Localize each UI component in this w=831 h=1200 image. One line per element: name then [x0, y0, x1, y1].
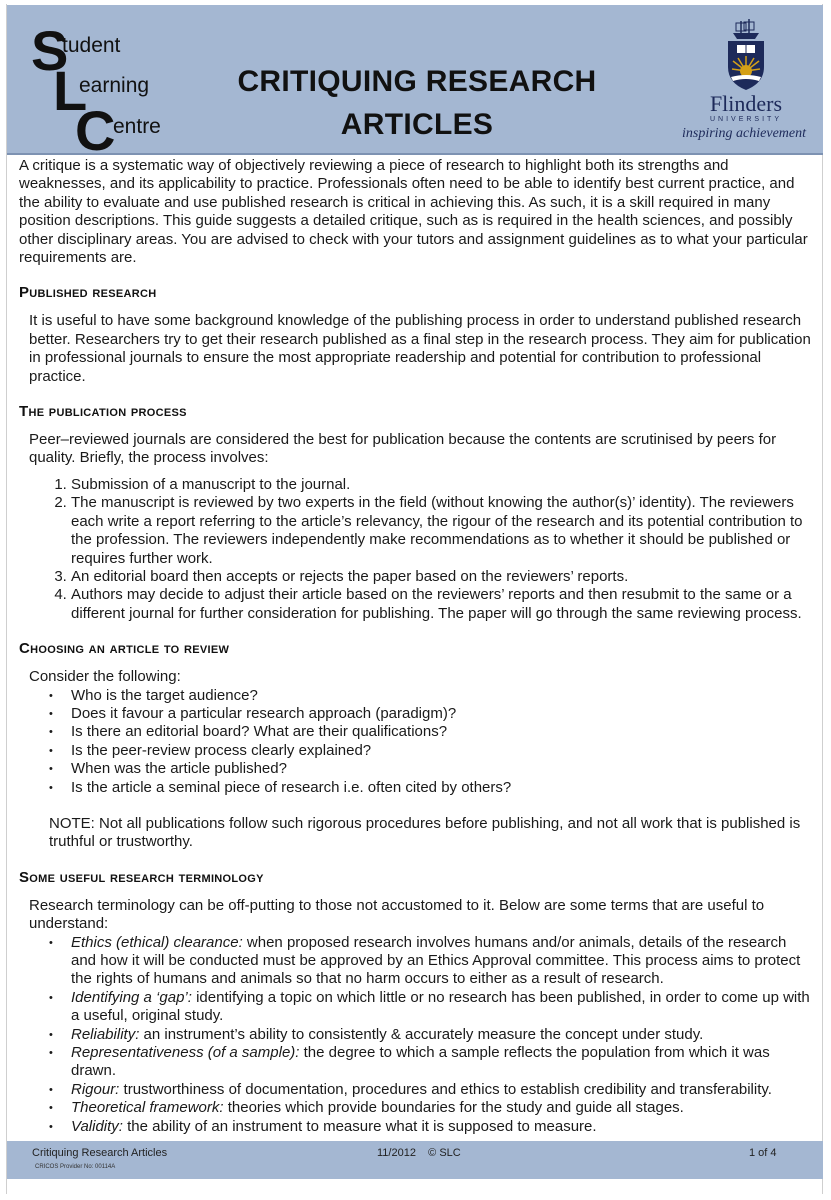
list-item: • Is the peer-review process clearly explained?: [19, 742, 814, 760]
flinders-logo: [683, 19, 809, 149]
section-publication-process: [19, 403, 814, 623]
section-paragraph: Consider the following:: [29, 668, 181, 686]
section-heading: The publication process: [19, 403, 187, 421]
section-paragraph: Research terminology can be off-putting to those not accustomed to it. Below are some terms that are useful to understand:: [29, 896, 765, 933]
slc-logo: [31, 19, 191, 162]
page-title-line-1: CRITIQUING RESEARCH: [237, 65, 597, 98]
terminology-list: [19, 934, 814, 1136]
intro-paragraph: A critique is a systematic way of objectively reviewing a piece of research to highlight both its strengths and weaknesses, and its applicability to practice. Professionals often need to be able to identify best current practice, and the ability to evaluate and use published research is critical in achieving this. As such, it is a skill required in many position descriptions. This guide suggests a detailed critique, such as is required in the health sciences, and possibly other disciplinary areas. You are advised to check with your tutors and assignment guidelines as to what your particular requirements are.: [19, 157, 808, 267]
term: Representativeness (of a sample):: [71, 1044, 300, 1062]
footer-date: 11/2012 © SLC: [377, 1147, 461, 1159]
list-item: [19, 1026, 814, 1044]
term: Rigour:: [71, 1080, 120, 1098]
section-choosing-article: [19, 640, 814, 852]
section-paragraph: Peer–reviewed journals are considered the best for publication because the contents are scrutinised by peers for quality. Briefly, the process involves:: [29, 431, 777, 467]
list-item: • When was the article published?: [19, 760, 814, 778]
choosing-criteria-list: [19, 687, 814, 797]
term-definition: the degree to which a sample reflects the population from which it was drawn.: [71, 1044, 770, 1080]
term: Validity:: [71, 1117, 123, 1135]
list-item: [19, 934, 814, 989]
term: Ethics (ethical) clearance:: [71, 933, 243, 951]
flinders-name: Flinders: [709, 91, 783, 116]
document-body: [19, 157, 814, 1153]
list-item: • Who is the target audience?: [19, 687, 814, 705]
term-definition: identifying a topic on which little or no research has been published, in order to come up with a useful, original study.: [71, 988, 810, 1025]
section-paragraph: It is useful to have some background knowledge of the publishing process in order to understand published research better. Researchers try to get their research published as a final step in the research process. They aim for publication in professional journals to ensure the most appropriate readership and potential for contribution to professional practice.: [29, 312, 811, 385]
slc-logo-learning: earning: [79, 74, 150, 97]
term-definition: an instrument’s ability to consistently & accurately measure the concept under study.: [139, 1025, 704, 1043]
page-title-line-2: ARTICLES: [340, 108, 494, 141]
list-item: [19, 1099, 814, 1117]
section-terminology: [19, 869, 814, 1136]
flinders-university-label: UNIVERSITY: [709, 116, 782, 123]
list-item: 2. The manuscript is reviewed by two experts in the field (without knowing the author(s)’ identity). The reviewers each write a report referring to the article’s relevancy, the rigour of the research and its potential contribution to the profession. The reviewers independently make recommendations as to whether it should be published or requires further work.: [71, 494, 814, 568]
list-item: 1. Submission of a manuscript to the journal.: [71, 476, 814, 494]
list-item: 4. Authors may decide to adjust their article based on the reviewers’ reports and then resubmit to the same or a different journal for further consideration for publishing. The paper will go through the same reviewing process.: [71, 586, 814, 623]
list-item: 3. An editorial board then accepts or rejects the paper based on the reviewers’ reports.: [71, 568, 814, 586]
page-title: [207, 60, 627, 146]
list-item: [19, 1118, 814, 1136]
footer-title: Critiquing Research Articles: [32, 1147, 168, 1159]
term-definition: when proposed research involves humans and/or animals, details of the research and how it will be conducted must be approved by an Ethics Approval committee. This process aims to protect the rights of humans and animals so that no harm occurs to either as a result of research.: [71, 933, 801, 988]
slc-logo-student: tudent: [62, 34, 121, 57]
flinders-tagline: inspiring achievement: [681, 126, 807, 141]
list-item: [19, 1044, 814, 1081]
note-paragraph: NOTE: Not all publications follow such rigorous procedures before publishing, and not all work that is published is truthful or trustworthy.: [49, 814, 801, 851]
footer-page-number: 1 of 4: [749, 1147, 777, 1159]
footer-cricos: CRICOS Provider No: 00114A: [35, 1164, 116, 1170]
process-steps-list: [19, 476, 814, 623]
list-item: [19, 1081, 814, 1099]
list-item: • Does it favour a particular research approach (paradigm)?: [19, 705, 814, 723]
section-heading: Choosing an article to review: [19, 640, 230, 658]
term: Identifying a ‘gap’:: [71, 988, 192, 1006]
section-heading: Published research: [19, 284, 157, 302]
section-heading: Some useful research terminology: [19, 868, 264, 886]
slc-logo-c: C: [75, 99, 116, 162]
list-item: [19, 989, 814, 1026]
slc-logo-centre: entre: [113, 115, 161, 138]
list-item: • Is the article a seminal piece of research i.e. often cited by others?: [19, 779, 814, 797]
flinders-crest-icon: [723, 19, 769, 91]
slc-logo-s: S: [31, 19, 69, 82]
term: Theoretical framework:: [71, 1099, 224, 1117]
term-definition: trustworthiness of documentation, procedures and ethics to establish credibility and transferability.: [119, 1080, 772, 1098]
term-definition: theories which provide boundaries for the study and guide all stages.: [223, 1099, 684, 1117]
page-footer: [7, 1141, 823, 1179]
page-header: [7, 5, 823, 162]
section-published-research: [19, 284, 814, 386]
term-definition: the ability of an instrument to measure what it is supposed to measure.: [122, 1117, 597, 1135]
list-item: • Is there an editorial board? What are their qualifications?: [19, 723, 814, 741]
term: Reliability:: [71, 1025, 140, 1043]
slc-logo-l: L: [53, 59, 88, 122]
